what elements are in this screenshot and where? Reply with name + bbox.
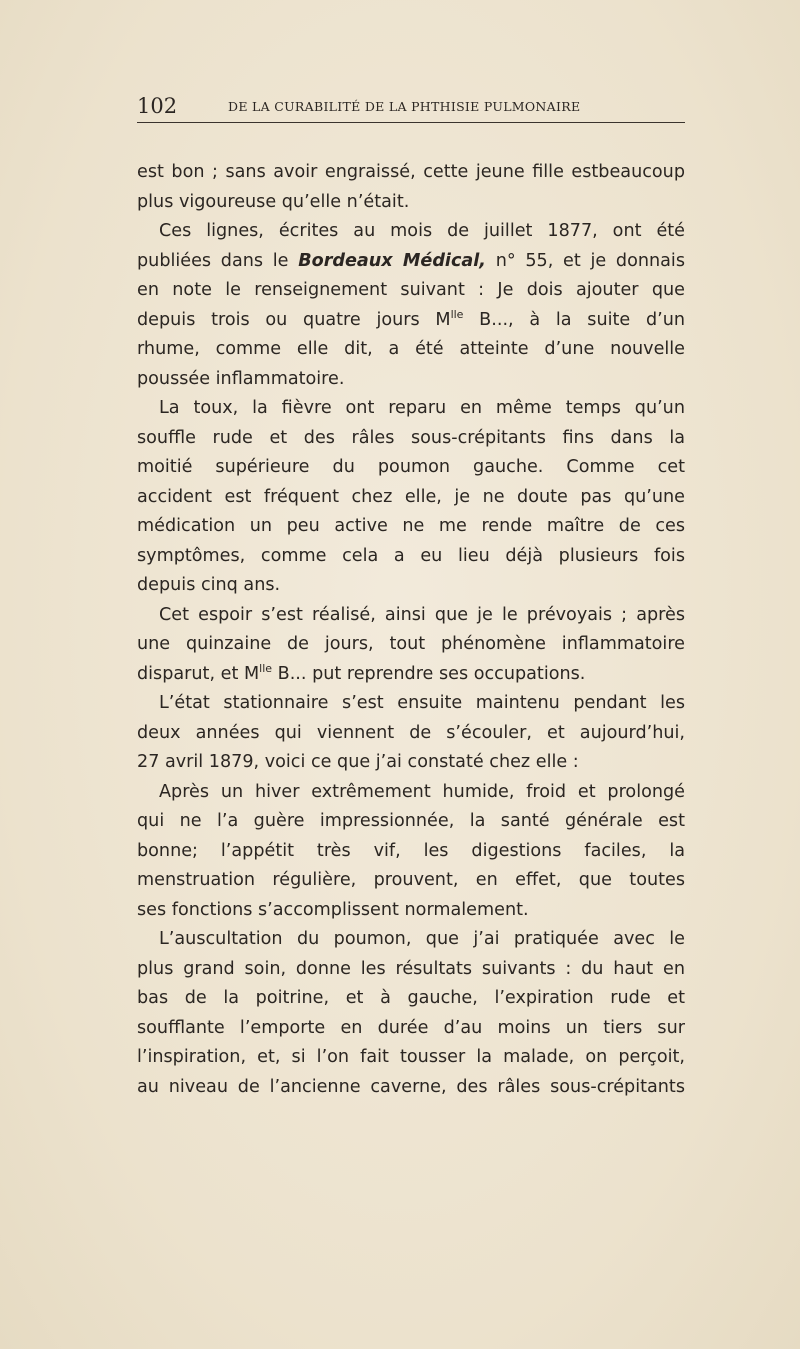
superscript: lle bbox=[259, 661, 273, 675]
text-line: souffle rude et des râles sous-crépitants fins dans la bbox=[137, 427, 685, 448]
text-line bbox=[137, 660, 685, 690]
running-title: DE LA CURABILITÉ DE LA PHTHISIE PULMONAIRE bbox=[228, 99, 581, 114]
text-span: disparut, et M bbox=[137, 663, 260, 684]
text-line: Ces lignes, écrites au mois de juillet 1877, ont été bbox=[159, 221, 685, 241]
text-span: publiées dans le bbox=[137, 250, 299, 271]
text-line: La toux, la fièvre ont reparu en même temps qu’un bbox=[159, 398, 685, 418]
text-span: depuis trois ou quatre jours M bbox=[137, 309, 451, 330]
text-line: poussée inflammatoire. bbox=[137, 368, 345, 389]
text-line: 27 avril 1879, voici ce que j’ai constaté chez elle : bbox=[137, 752, 579, 772]
superscript: lle bbox=[450, 307, 464, 321]
text-line: au niveau de l’ancienne caverne, des râles sous-crépitants bbox=[137, 1076, 685, 1097]
text-line: bas de la poitrine, et à gauche, l’expiration rude et bbox=[137, 988, 685, 1008]
text-line: Après un hiver extrêmement humide, froid et prolongé bbox=[159, 781, 685, 802]
text-line: deux années qui viennent de s’écouler, et aujourd’hui, bbox=[137, 722, 685, 743]
book-page bbox=[137, 92, 685, 1097]
text-line: soufflante l’emporte en durée d’au moins un tiers sur bbox=[137, 1017, 685, 1038]
text-span: B..., à la suite d’un bbox=[463, 309, 685, 330]
running-head bbox=[137, 92, 685, 123]
text-line bbox=[137, 306, 685, 336]
body-text bbox=[137, 158, 685, 1102]
text-line: en note le renseignement suivant : Je dois ajouter que bbox=[137, 280, 685, 300]
text-line: accident est fréquent chez elle, je ne doute pas qu’une bbox=[137, 486, 685, 507]
text-line: menstruation régulière, prouvent, en effet, que toutes bbox=[137, 870, 685, 890]
text-line: Cet espoir s’est réalisé, ainsi que je le prévoyais ; après bbox=[159, 604, 685, 625]
journal-title: Bordeaux Médical, bbox=[298, 250, 486, 271]
text-line: L’auscultation du poumon, que j’ai pratiquée avec le bbox=[159, 929, 685, 949]
text-line: bonne; l’appétit très vif, les digestions faciles, la bbox=[137, 840, 685, 861]
text-line: moitié supérieure du poumon gauche. Comme cet bbox=[137, 457, 685, 477]
text-line: L’état stationnaire s’est ensuite maintenu pendant les bbox=[159, 693, 685, 713]
text-line: rhume, comme elle dit, a été atteinte d’une nouvelle bbox=[137, 339, 685, 359]
text-line: symptômes, comme cela a eu lieu déjà plusieurs fois bbox=[137, 545, 685, 566]
text-line: est bon ; sans avoir engraissé, cette jeune fille estbeaucoup bbox=[137, 162, 685, 182]
text-line: ses fonctions s’accomplissent normalement. bbox=[137, 899, 529, 920]
text-line: depuis cinq ans. bbox=[137, 575, 281, 595]
text-line: plus vigoureuse qu’elle n’était. bbox=[137, 191, 410, 212]
text-line: une quinzaine de jours, tout phénomène inflammatoire bbox=[137, 634, 685, 654]
text-span: B... put reprendre ses occupations. bbox=[272, 663, 586, 684]
text-line: l’inspiration, et, si l’on fait tousser la malade, on perçoit, bbox=[137, 1047, 685, 1067]
text-span: n° 55, et je donnais bbox=[485, 250, 685, 271]
text-line: qui ne l’a guère impressionnée, la santé générale est bbox=[137, 811, 685, 831]
page-number: 102 bbox=[137, 94, 178, 118]
text-line: médication un peu active ne me rende maître de ces bbox=[137, 516, 685, 536]
text-line: plus grand soin, donne les résultats suivants : du haut en bbox=[137, 958, 685, 979]
text-line bbox=[137, 247, 685, 277]
